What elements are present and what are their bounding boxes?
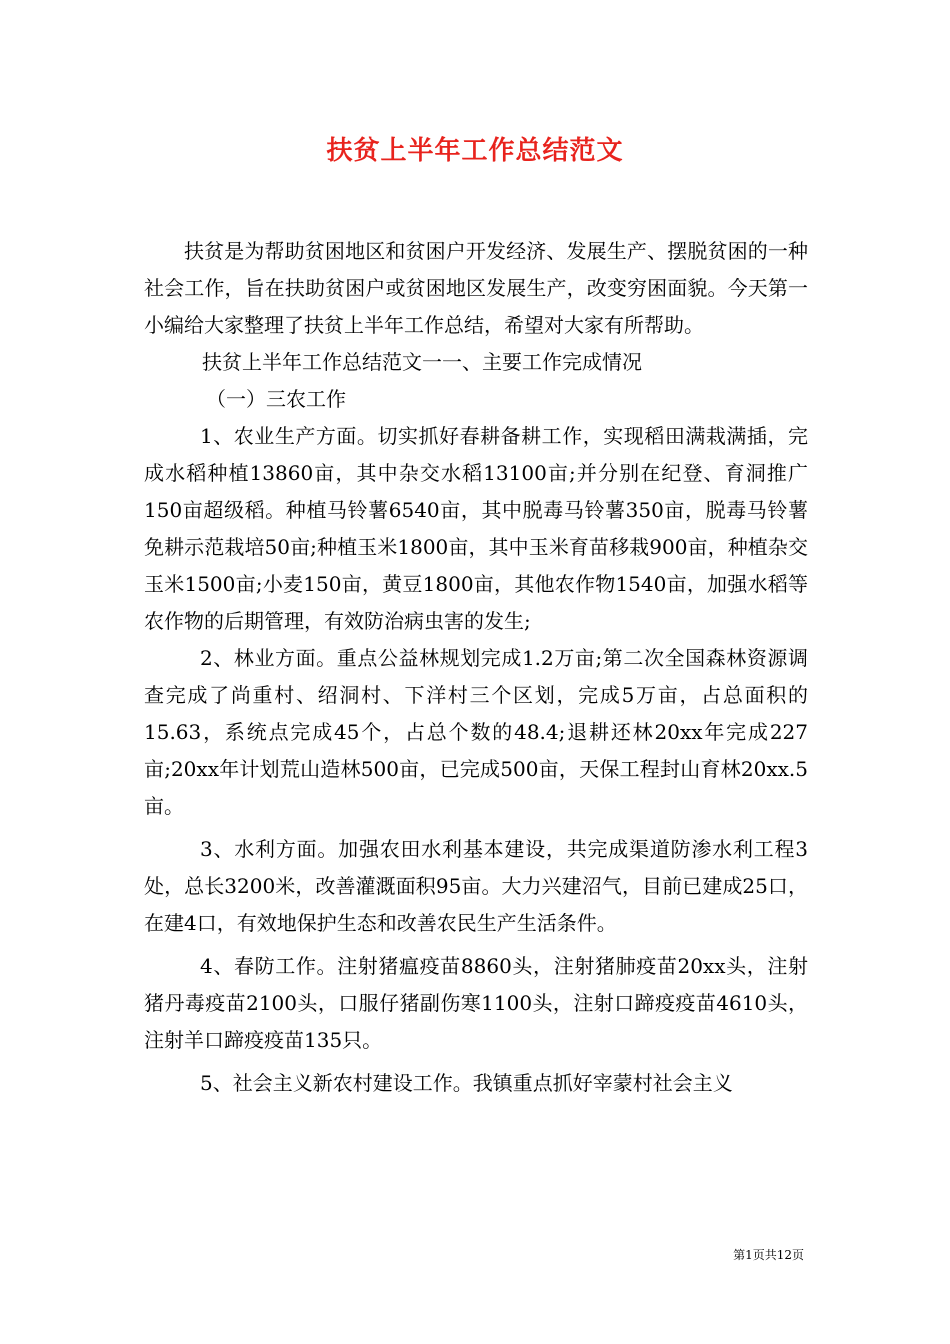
section-heading: 扶贫上半年工作总结范文一一、主要工作完成情况: [202, 350, 642, 374]
agriculture-paragraph: 1、农业生产方面。切实抓好春耕备耕工作，实现稻田满栽满插，完成水稻种植13860亩，其中杂交水稻13100亩;并分别在纪登、育洞推广150亩超级稻。种植马铃薯6540亩，其中脱毒马铃薯350亩，脱毒马铃薯免耕示范栽培50亩;种植玉米1800亩，其中玉米育苗移栽900亩，种植杂交玉米1500亩;小麦150亩，黄豆1800亩，其他农作物1540亩，加强水稻等农作物的后期管理，有效防治病虫害的发生;: [144, 424, 808, 633]
document-body: [144, 233, 808, 1102]
new-countryside-paragraph: 5、社会主义新农村建设工作。我镇重点抓好宰蒙村社会主义: [200, 1071, 733, 1095]
intro-paragraph: 扶贫是为帮助贫困地区和贫困户开发经济、发展生产、摆脱贫困的一种社会工作，旨在扶助贫困户或贫困地区发展生产，改变穷困面貌。今天第一小编给大家整理了扶贫上半年工作总结，希望对大家有所帮助。: [144, 239, 808, 337]
subsection-heading: （一）三农工作: [206, 387, 346, 411]
water-conservancy-paragraph: 3、水利方面。加强农田水利基本建设，共完成渠道防渗水利工程3处，总长3200米，改善灌溉面积95亩。大力兴建沼气，目前已建成25口，在建4口，有效地保护生态和改善农民生产生活条件。: [144, 837, 808, 935]
document-title: 扶贫上半年工作总结范文: [326, 136, 624, 166]
forestry-paragraph: 2、林业方面。重点公益林规划完成1.2万亩;第二次全国森林资源调查完成了尚重村、绍洞村、下洋村三个区划，完成5万亩，占总面积的15.63，系统点完成45个，占总个数的48.4;退耕还林20xx年完成227亩;20xx年计划荒山造林500亩，已完成500亩，天保工程封山育林20xx.5亩。: [144, 646, 808, 818]
spring-epidemic-paragraph: 4、春防工作。注射猪瘟疫苗8860头，注射猪肺疫苗20xx头，注射猪丹毒疫苗2100头，口服仔猪副伤寒1100头，注射口蹄疫疫苗4610头，注射羊口蹄疫疫苗135只。: [144, 954, 808, 1052]
page-number-footer: 第1页共12页: [733, 1248, 804, 1262]
